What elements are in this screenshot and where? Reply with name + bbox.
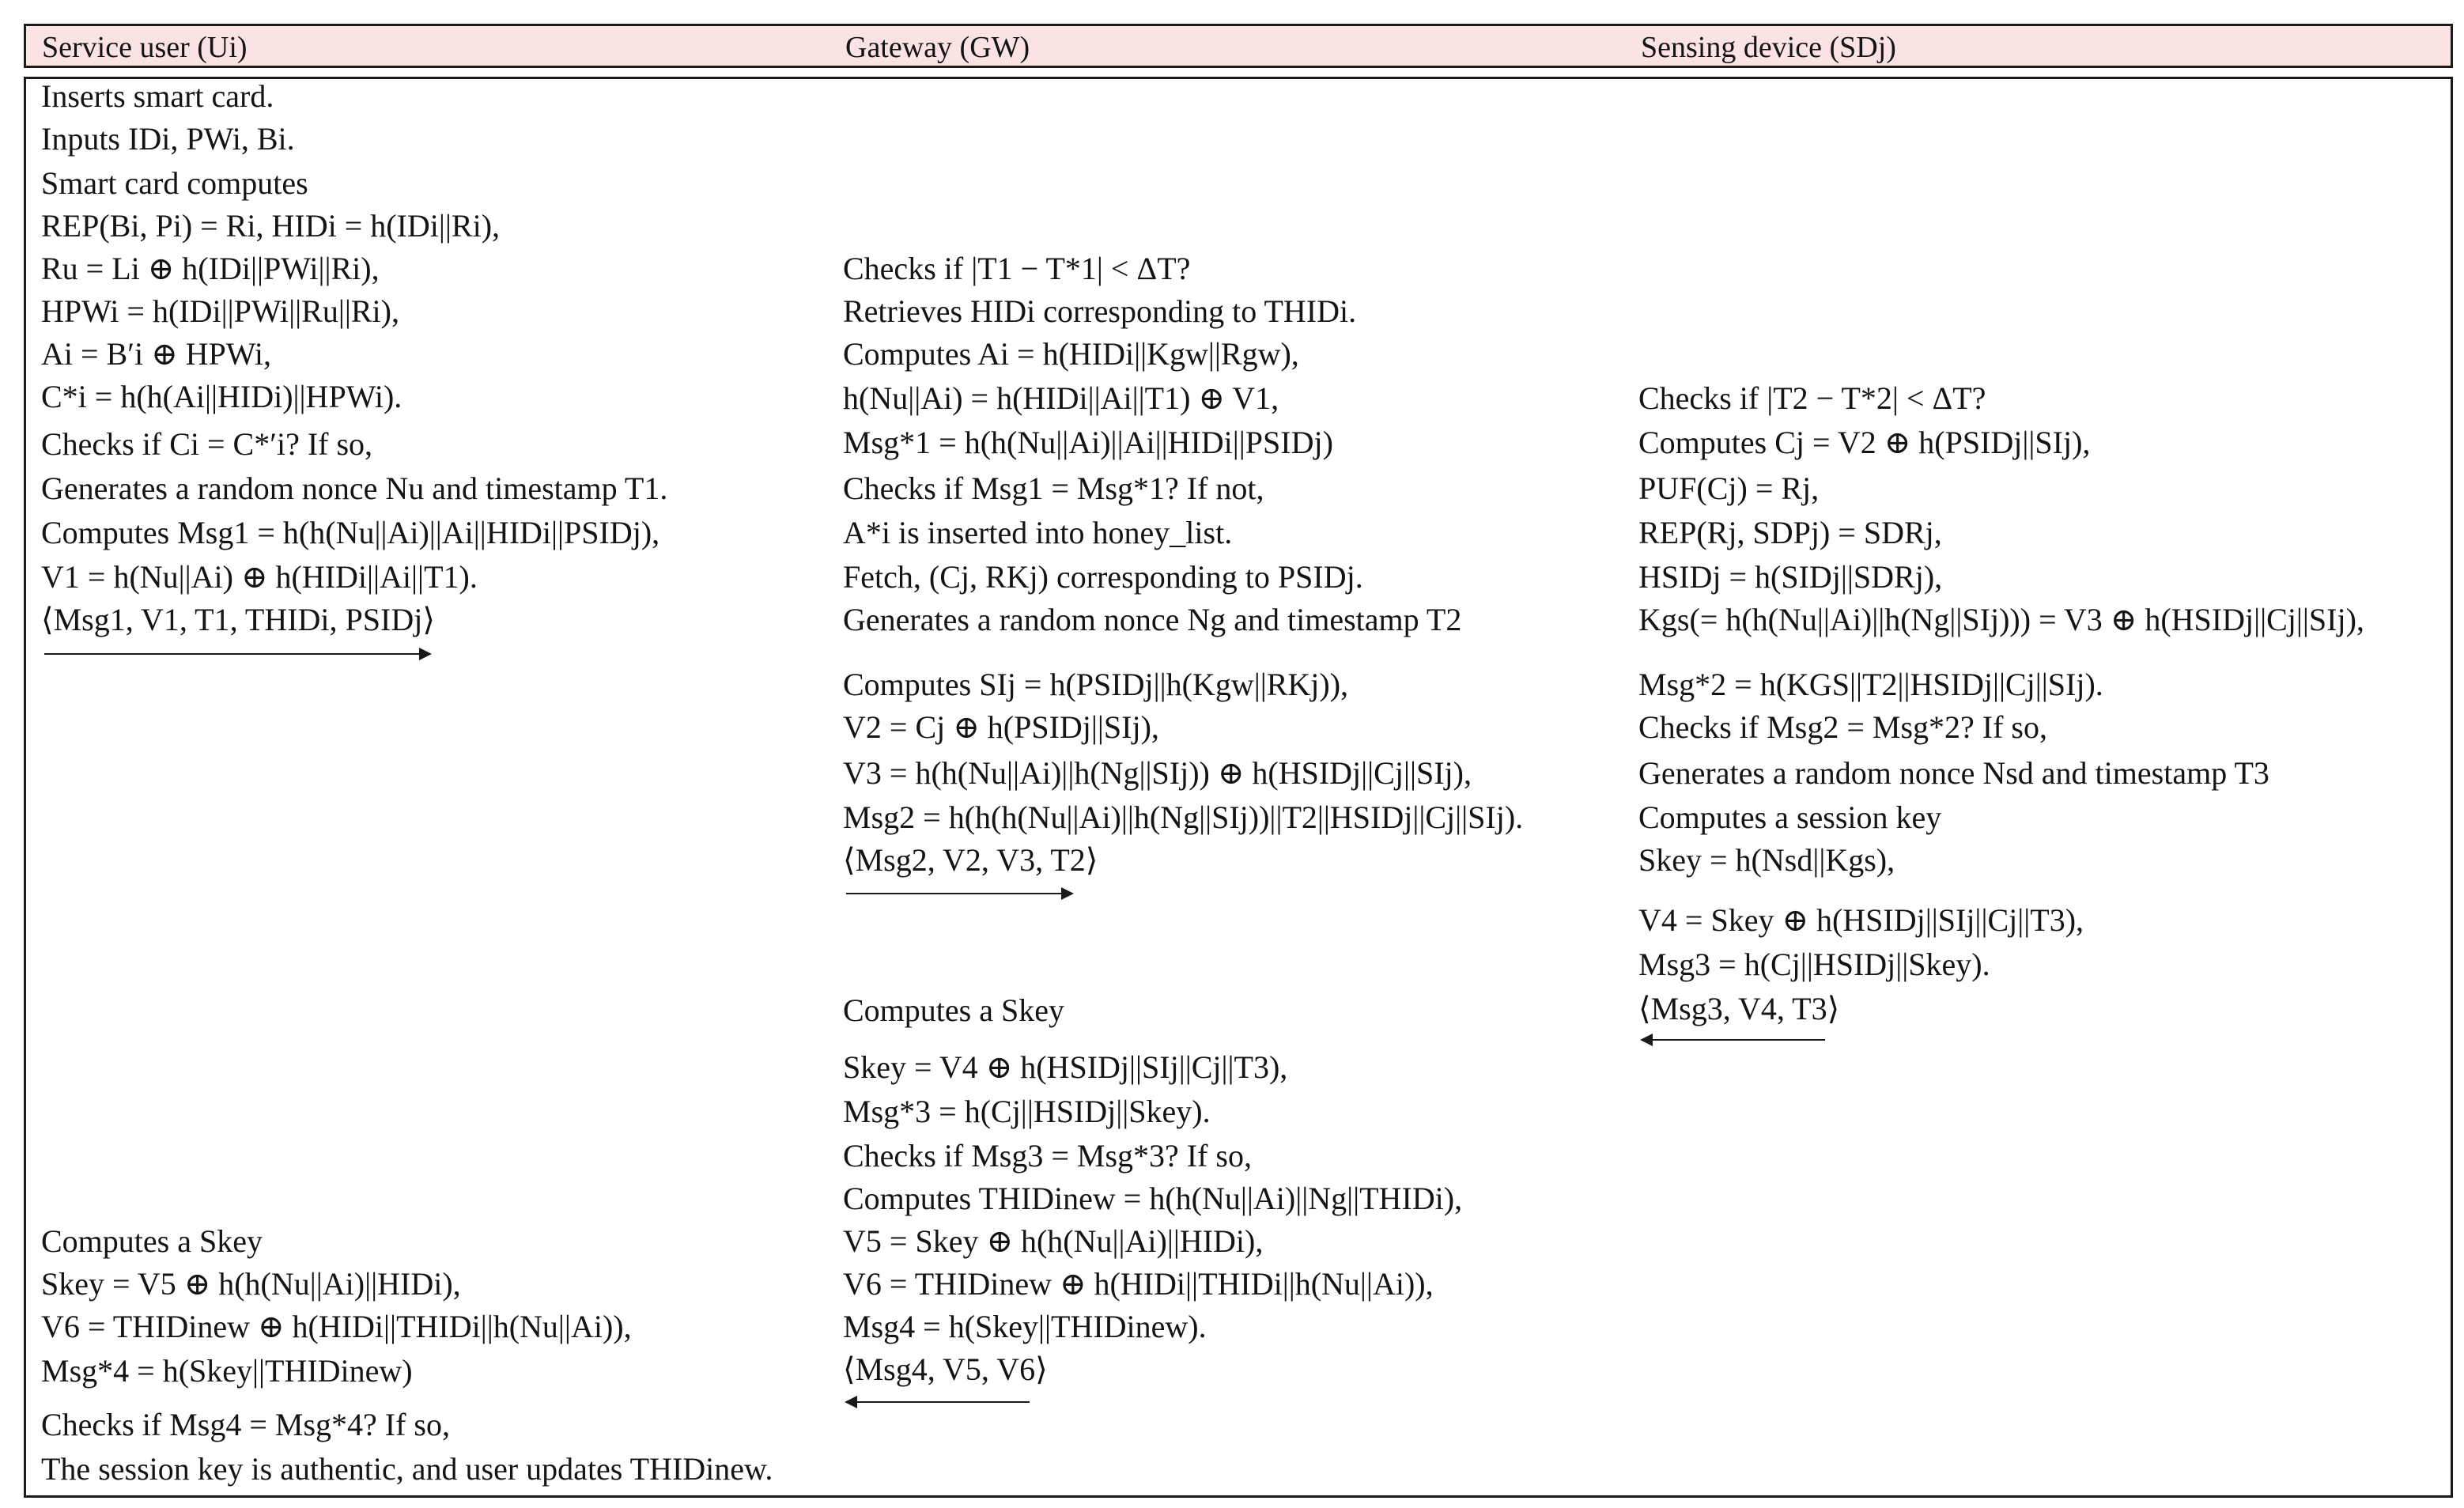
header-gateway: Gateway (GW) [845,31,1030,64]
device-line: HSIDj = h(SIDj||SDRj), [1638,559,1943,595]
message-1-arrow-icon [44,653,430,655]
gateway-line: A*i is inserted into honey_list. [843,515,1233,550]
gateway-line: V3 = h(h(Nu||Ai)||h(Ng||SIj)) ⊕ h(HSIDj||Cj||SIj), [843,755,1472,791]
device-line: Computes Cj = V2 ⊕ h(PSIDj||SIj), [1638,425,2091,460]
user-line: Smart card computes [41,165,308,201]
user-line: Inputs IDi, PWi, Bi. [41,121,295,157]
user-line: HPWi = h(IDi||PWi||Ru||Ri), [41,293,399,329]
user-final-line: Skey = V5 ⊕ h(h(Nu||Ai)||HIDi), [41,1266,461,1302]
message-4-arrow-icon [846,1401,1030,1403]
user-final-line: Checks if Msg4 = Msg*4? If so, [41,1407,450,1442]
gateway-line: V6 = THIDinew ⊕ h(HIDi||THIDi||h(Nu||Ai)), [843,1266,1434,1302]
gateway-line: Skey = V4 ⊕ h(HSIDj||SIj||Cj||T3), [843,1049,1288,1085]
gateway-line: V2 = Cj ⊕ h(PSIDj||SIj), [843,709,1159,745]
device-line: REP(Rj, SDPj) = SDRj, [1638,515,1942,550]
device-line: Checks if Msg2 = Msg*2? If so, [1638,709,2047,745]
user-final-line: Computes a Skey [41,1223,263,1259]
user-line: Checks if Ci = C*′i? If so, [41,426,373,462]
gateway-line: Computes SIj = h(PSIDj||h(Kgw||RKj)), [843,667,1349,702]
message-3-arrow-icon [1642,1039,1825,1041]
gateway-line: Msg4 = h(Skey||THIDinew). [843,1309,1207,1344]
header-service-user: Service user (Ui) [42,31,248,64]
user-line: Ai = B′i ⊕ HPWi, [41,336,272,372]
gateway-line: Msg*1 = h(h(Nu||Ai)||Ai||HIDi||PSIDj) [843,425,1333,460]
user-final-line: The session key is authentic, and user updates THIDinew. [41,1451,773,1487]
device-line: Msg3 = h(Cj||HSIDj||Skey). [1638,947,1990,982]
message-2-arrow-icon [846,893,1072,894]
device-line: Msg*2 = h(KGS||T2||HSIDj||Cj||SIj). [1638,667,2103,702]
gateway-line: Checks if |T1 − T*1| < ΔT? [843,251,1191,286]
gateway-line: Msg*3 = h(Cj||HSIDj||Skey). [843,1094,1211,1129]
column-header-row [24,24,2453,68]
gateway-line: h(Nu||Ai) = h(HIDi||Ai||T1) ⊕ V1, [843,380,1279,416]
gateway-line: Checks if Msg1 = Msg*1? If not, [843,471,1264,506]
user-line: Ru = Li ⊕ h(IDi||PWi||Ri), [41,251,380,286]
device-line: Kgs(= h(h(Nu||Ai)||h(Ng||SIj))) = V3 ⊕ h(HSIDj||Cj||SIj), [1638,602,2364,637]
device-line: V4 = Skey ⊕ h(HSIDj||SIj||Cj||T3), [1638,902,2084,938]
user-line: Computes Msg1 = h(h(Nu||Ai)||Ai||HIDi||PSIDj), [41,515,660,550]
gateway-line: Fetch, (Cj, RKj) corresponding to PSIDj. [843,559,1363,595]
gateway-line: Checks if Msg3 = Msg*3? If so, [843,1138,1252,1174]
gateway-line: Computes Ai = h(HIDi||Kgw||Rgw), [843,336,1299,372]
device-line: Checks if |T2 − T*2| < ΔT? [1638,380,1986,416]
gateway-line: Generates a random nonce Ng and timestamp T2 [843,602,1462,637]
message-2-label: ⟨Msg2, V2, V3, T2⟩ [843,842,1098,878]
user-line: Inserts smart card. [41,78,274,114]
user-line: REP(Bi, Pi) = Ri, HIDi = h(IDi||Ri), [41,208,501,244]
user-line: C*i = h(h(Ai||HIDi)||HPWi). [41,379,402,414]
message-4-label: ⟨Msg4, V5, V6⟩ [843,1351,1048,1387]
gateway-line: Msg2 = h(h(h(Nu||Ai)||h(Ng||SIj))||T2||HSIDj||Cj||SIj). [843,799,1524,835]
device-line: PUF(Cj) = Rj, [1638,471,1820,506]
gateway-line: Computes a Skey [843,992,1064,1028]
gateway-line: Computes THIDinew = h(h(Nu||Ai)||Ng||THIDi), [843,1181,1463,1216]
header-sensing-device: Sensing device (SDj) [1641,31,1896,64]
gateway-line: V5 = Skey ⊕ h(h(Nu||Ai)||HIDi), [843,1223,1264,1259]
message-3-label: ⟨Msg3, V4, T3⟩ [1638,991,1840,1026]
user-line: V1 = h(Nu||Ai) ⊕ h(HIDi||Ai||T1). [41,559,478,595]
message-1-label: ⟨Msg1, V1, T1, THIDi, PSIDj⟩ [41,602,435,637]
device-line: Computes a session key [1638,799,1942,835]
user-final-line: V6 = THIDinew ⊕ h(HIDi||THIDi||h(Nu||Ai)), [41,1309,632,1344]
device-line: Skey = h(Nsd||Kgs), [1638,842,1895,878]
user-final-line: Msg*4 = h(Skey||THIDinew) [41,1353,413,1389]
user-line: Generates a random nonce Nu and timestamp T1. [41,471,668,506]
device-line: Generates a random nonce Nsd and timestamp T3 [1638,755,2269,791]
gateway-line: Retrieves HIDi corresponding to THIDi. [843,293,1357,329]
